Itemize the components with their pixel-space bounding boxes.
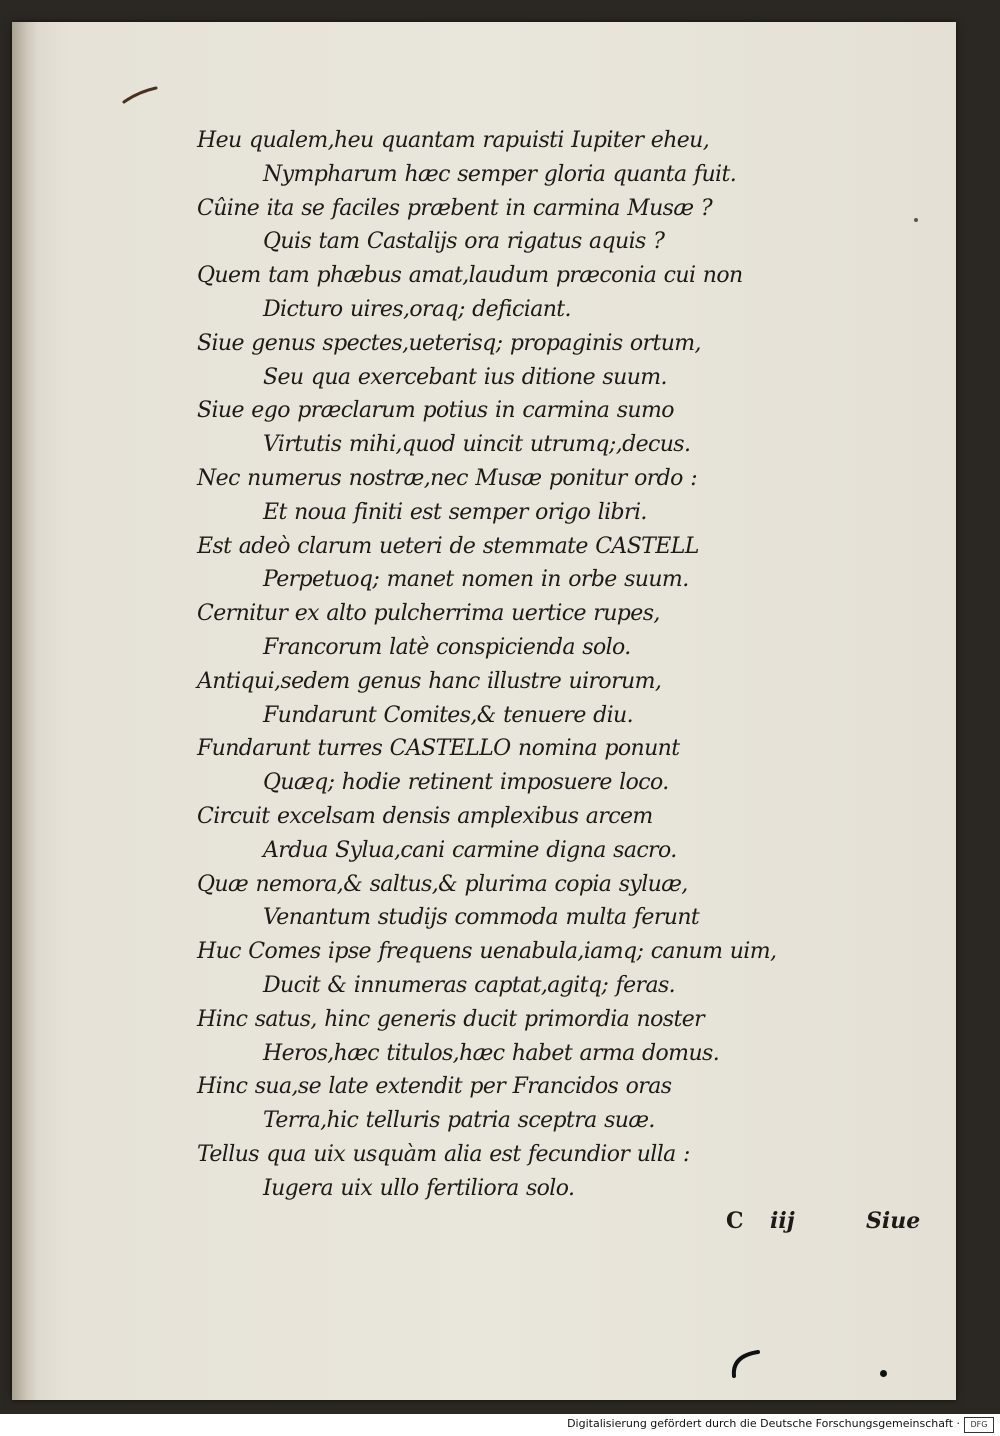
verse-line: Antiqui,sedem genus hanc illustre uirorum, <box>197 668 662 694</box>
verse-line: Circuit excelsam densis amplexibus arcem <box>197 803 653 829</box>
verse-line: Quæ nemora,& saltus,& plurima copia syluæ, <box>197 871 688 897</box>
catchword: Siue <box>866 1208 921 1234</box>
verse-line: Terra,hic telluris patria sceptra suæ. <box>263 1108 655 1134</box>
verse-line: Perpetuoq; manet nomen in orbe suum. <box>263 567 689 593</box>
verse-line: Huc Comes ipse frequens uenabula,iamq; canum uim, <box>197 939 777 965</box>
credit-bar <box>0 1414 1000 1436</box>
verse-line: Siue ego præclarum potius in carmina sumo <box>197 398 674 424</box>
verse-line: Nympharum hæc semper gloria quanta fuit. <box>263 161 737 187</box>
verse-line: Francorum latè conspicienda solo. <box>263 634 631 660</box>
verse-line: Venantum studijs commoda multa ferunt <box>263 905 700 931</box>
verse-line: Cûine ita se faciles præbent in carmina Musæ ? <box>197 195 713 221</box>
verse-line: Virtutis mihi,quod uincit utrumq;,decus. <box>263 432 691 458</box>
verse-line: Iugera uix ullo fertiliora solo. <box>263 1175 575 1201</box>
page-footer <box>712 1204 932 1240</box>
verse-line: Quæq; hodie retinent imposuere loco. <box>263 770 669 796</box>
verse-block <box>197 124 897 1206</box>
verse-line: Nec numerus nostræ,nec Musæ ponitur ordo : <box>197 465 698 491</box>
ink-mark-top <box>120 80 160 110</box>
verse-line: Dicturo uires,oraq; deficiant. <box>263 296 571 322</box>
verse-line: Cernitur ex alto pulcherrima uertice rupes, <box>197 601 660 627</box>
verse-line: Ardua Sylua,cani carmine digna sacro. <box>263 837 677 863</box>
ink-mark-bottom <box>724 1342 768 1382</box>
page-gutter <box>12 22 38 1400</box>
verse-line: Fundarunt turres CASTELLO nomina ponunt <box>197 736 680 762</box>
verse-line: Seu qua exercebant ius ditione suum. <box>263 364 667 390</box>
verse-line: Quem tam phæbus amat,laudum præconia cui non <box>197 263 743 289</box>
funding-credit: Digitalisierung gefördert durch die Deutsche Forschungsgemeinschaft · <box>567 1417 960 1430</box>
signature-number: iij <box>770 1208 795 1234</box>
verse-line: Siue genus spectes,ueterisq; propaginis ortum, <box>197 330 701 356</box>
dfg-logo: DFG <box>964 1417 994 1433</box>
verse-line: Et noua finiti est semper origo libri. <box>263 499 647 525</box>
verse-line: Tellus qua uix usquàm alia est fecundior ulla : <box>197 1141 690 1167</box>
verse-line: Quis tam Castalijs ora rigatus aquis ? <box>263 229 665 255</box>
verse-line: Hinc sua,se late extendit per Francidos oras <box>197 1074 672 1100</box>
verse-line: Ducit & innumeras captat,agitq; feras. <box>263 972 676 998</box>
signature-mark: C <box>726 1208 744 1234</box>
verse-line: Fundarunt Comites,& tenuere diu. <box>263 702 634 728</box>
verse-line: Heu qualem,heu quantam rapuisti Iupiter eheu, <box>197 128 710 153</box>
ink-dot <box>880 1370 887 1377</box>
ink-speck <box>914 218 918 222</box>
verse-line: Est adeò clarum ueteri de stemmate CASTELL <box>197 533 699 559</box>
book-page <box>12 22 956 1400</box>
verse-line: Hinc satus, hinc generis ducit primordia noster <box>197 1006 705 1032</box>
verse-line: Heros,hæc titulos,hæc habet arma domus. <box>263 1040 720 1066</box>
